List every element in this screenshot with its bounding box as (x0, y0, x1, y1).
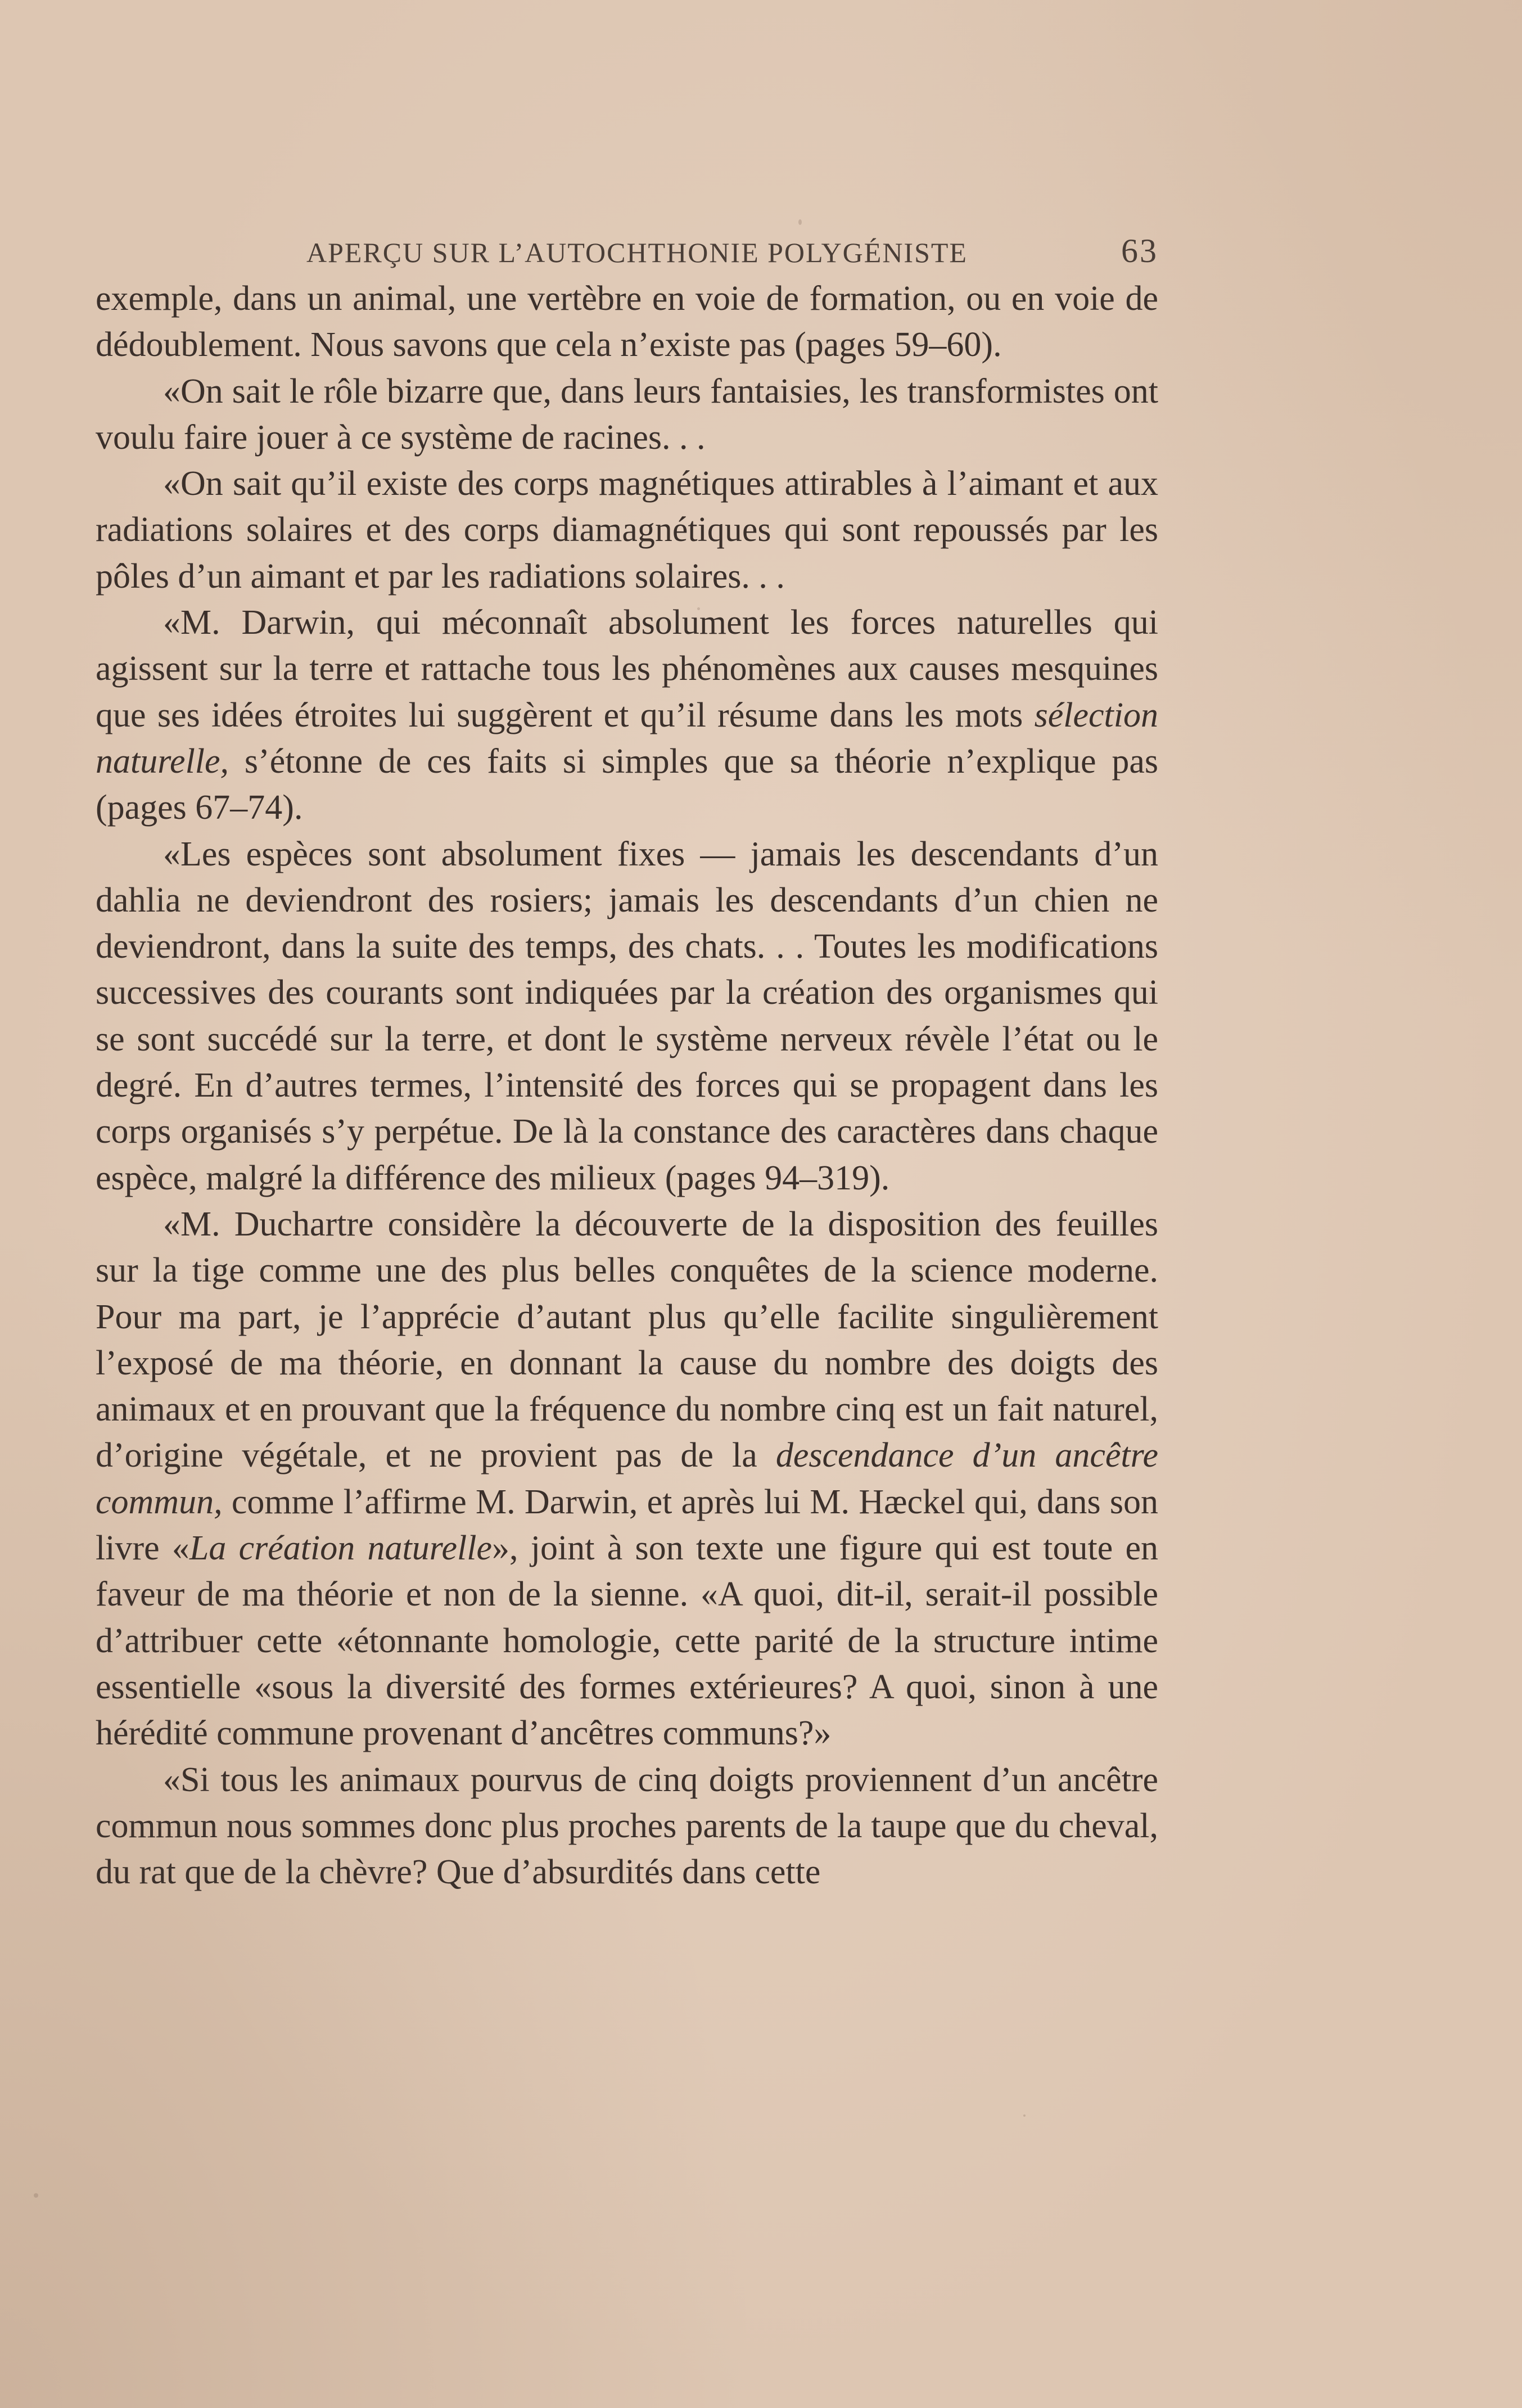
paragraph-4 (96, 599, 1158, 831)
italic-phrase: descendance d’un ancêtre commun, (96, 1436, 1158, 1521)
book-page (96, 225, 1158, 1895)
paragraph-text: exemple, dans un animal, une vertèbre en voie de formation, ou en voie de dédoublement. Nous savons que cela n’existe pas (pages 59–60). (96, 279, 1158, 364)
paragraph-7 (96, 1757, 1158, 1896)
paragraph-text: «Si tous les animaux pourvus de cinq doigts proviennent d’un ancêtre commun nous sommes donc plus proches parents de la taupe que du cheval, du rat que de la chèvre? Que d’absurdités dans cette (96, 1760, 1158, 1892)
page-number: 63 (1121, 232, 1158, 269)
running-title: APERÇU SUR L’AUTOCHTHONIE POLYGÉNISTE (306, 237, 968, 268)
paragraph-text: », joint à son texte une figure qui est toute en faveur de ma théorie et non de la sienne. «A quoi, dit-il, serait-il possible d’attribuer cette «étonnante homologie, cette parité de la structure intime essentielle «sous la diversité des formes extérieures? A quoi, sinon à une hérédité commune provenant d’ancêtres communs?» (96, 1529, 1159, 1753)
paragraph-text: «Les espèces sont absolument fixes — jamais les descendants d’un dahlia ne deviendront des rosiers; jamais les descendants d’un chien ne deviendront, dans la suite des temps, des chats. . . Toutes les modifications successives des courants sont indiquées par la création des organismes qui se sont succédé sur la terre, et dont le système nerveux révèle l’état ou le degré. En d’autres termes, l’intensité des forces qui se propagent dans les corps organisés s’y perpétue. De là la constance des caractères dans chaque espèce, malgré la différence des milieux (pages 94–319). (96, 835, 1158, 1197)
paragraph-text: «On sait le rôle bizarre que, dans leurs fantaisies, les transformistes ont voulu faire jouer à ce système de racines. . . (96, 372, 1158, 457)
body-text (96, 276, 1158, 1895)
paragraph-text: s’étonne de ces faits si simples que sa théorie n’explique pas (pages 67–74). (96, 742, 1158, 827)
paragraph-1 (96, 276, 1158, 368)
book-title: La création naturelle (189, 1529, 493, 1568)
paragraph-5 (96, 831, 1158, 1201)
paper-speck (34, 2193, 38, 2198)
paper-speck (697, 607, 700, 610)
paragraph-text: «M. Darwin, qui méconnaît absolument les forces naturelles qui agissent sur la terre et rattache tous les phénomènes aux causes mesquines que ses idées étroites lui suggèrent et qu’il résume dans les mots (96, 603, 1158, 734)
paragraph-text: «M. Duchartre considère la découverte de la disposition des feuilles sur la tige comme une des plus belles conquêtes de la science moderne. Pour ma part, je l’apprécie d’autant plus qu’elle facilite singulièrement l’exposé de ma théorie, en donnant la cause du nombre des doigts des animaux et en prouvant que la fréquence du nombre cinq est un fait naturel, d’origine végétale, et ne provient pas de la (96, 1205, 1158, 1475)
paper-speck (798, 219, 802, 225)
italic-phrase: sélection naturelle, (96, 696, 1158, 781)
running-head (96, 225, 1158, 276)
paragraph-text: «On sait qu’il existe des corps magnétiques attirables à l’aimant et aux radiations solaires et des corps diamagnétiques qui sont repoussés par les pôles d’un aimant et par les radiations solaires. . . (96, 465, 1158, 596)
paper-speck (1023, 2114, 1026, 2117)
paragraph-text: comme l’affirme M. Darwin, et après lui M. Hæckel qui, dans son livre « (96, 1482, 1158, 1568)
paragraph-6 (96, 1201, 1158, 1757)
paragraph-2 (96, 368, 1158, 461)
paragraph-3 (96, 461, 1158, 599)
